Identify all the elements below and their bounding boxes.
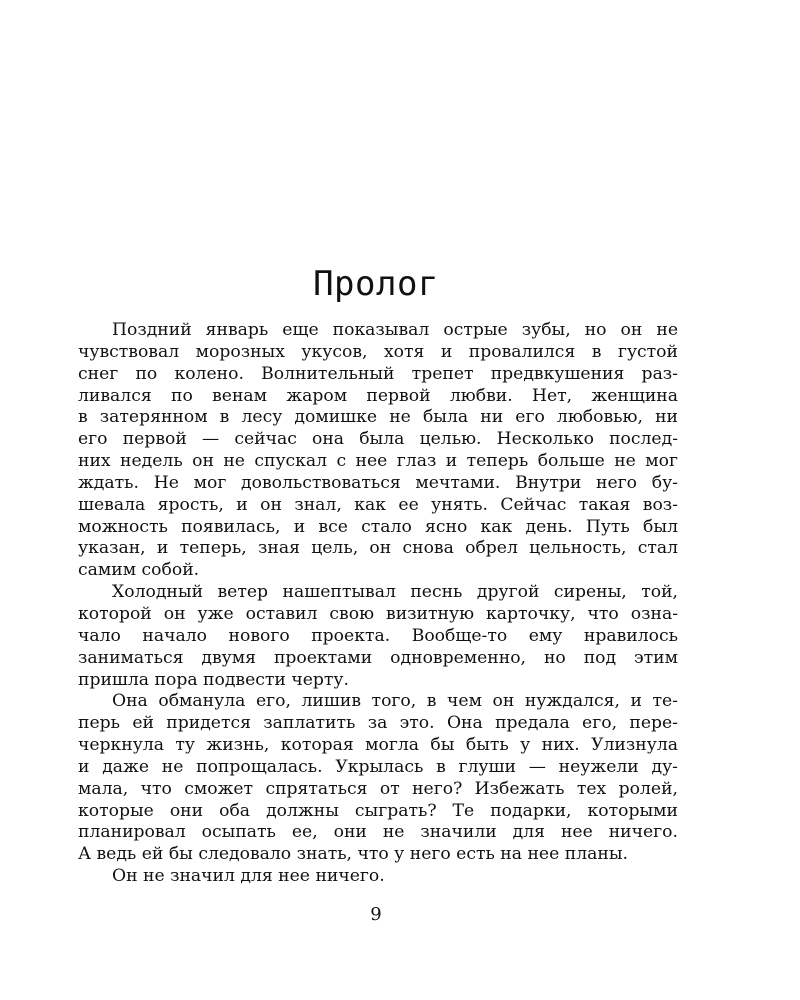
chapter-title: Пролог (313, 264, 439, 304)
text-line: Холодный ветер нашептывал песнь другой сирены, той, (112, 582, 678, 603)
text-line: в затерянном в лесу домишке не была ни его любовью, ни (78, 407, 678, 428)
text-line: мала, что сможет спрятаться от него? Избежать тех ролей, (78, 778, 678, 799)
text-line: А ведь ей бы следовало знать, что у него есть на нее планы. (78, 844, 628, 865)
text-line: Он не значил для нее ничего. (112, 866, 385, 887)
text-line: ждать. Не мог довольствоваться мечтами. Внутри него бу- (78, 472, 678, 493)
text-line: самим собой. (78, 560, 200, 581)
text-line: чувствовал морозных укусов, хотя и провалился в густой (78, 341, 678, 362)
text-line: Поздний январь еще показывал острые зубы, но он не (112, 320, 678, 340)
text-line: черкнула ту жизнь, которая могла бы быть у них. Улизнула (78, 735, 678, 756)
text-line: которой он уже оставил свою визитную карточку, что озна- (78, 603, 678, 624)
text-line: шевала ярость, и он знал, как ее унять. Сейчас такая воз- (78, 494, 678, 515)
text-line: перь ей придется заплатить за это. Она предала его, пере- (78, 713, 678, 734)
text-line: указан, и теперь, зная цель, он снова обрел цельность, стал (78, 538, 678, 559)
text-line: заниматься двумя проектами одновременно, но под этим (78, 647, 678, 668)
prologue-text (78, 320, 678, 888)
text-line: его первой — сейчас она была целью. Несколько послед- (78, 429, 678, 450)
text-line: планировал осыпать ее, они не значили для нее ничего. (78, 822, 678, 843)
text-line: них недель он не спускал с нее глаз и теперь больше не мог (78, 451, 678, 472)
text-line: снег по колено. Волнительный трепет предвкушения раз- (78, 363, 678, 384)
text-line: Она обманула его, лишив того, в чем он нуждался, и те- (112, 691, 678, 712)
text-line: которые они оба должны сыграть? Те подарки, которыми (78, 800, 678, 821)
page-number: 9 (370, 904, 382, 925)
text-line: пришла пора подвести черту. (78, 669, 349, 690)
text-line: и даже не попрощалась. Укрылась в глуши — неужели ду- (78, 756, 678, 777)
text-line: чало начало нового проекта. Вообще-то ему нравилось (78, 625, 678, 646)
text-line: можность появилась, и все стало ясно как день. Путь был (78, 516, 678, 537)
text-line: ливался по венам жаром первой любви. Нет, женщина (78, 385, 678, 406)
